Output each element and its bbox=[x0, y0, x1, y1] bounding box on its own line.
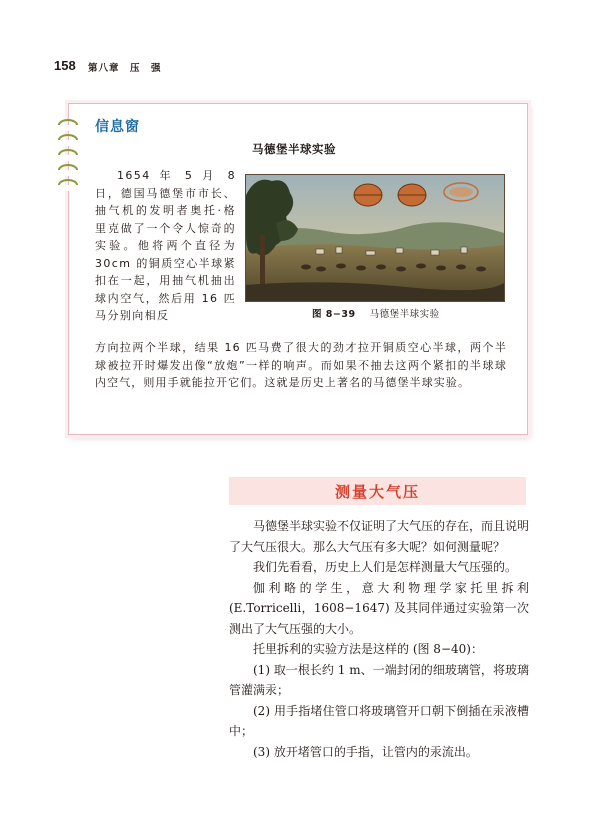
body-paragraph: 我们先看看，历史上人们是怎样测量大气压强的。 bbox=[253, 560, 518, 574]
section-body bbox=[229, 516, 529, 762]
section-title: 测量大气压 bbox=[334, 482, 420, 501]
spiral-binding-icon bbox=[57, 132, 79, 146]
info-window-title: 信息窗 bbox=[95, 119, 140, 135]
body-paragraph: (1) 取一根长约 1 m、一端封闭的细玻璃管，将玻璃管灌满汞； bbox=[229, 662, 529, 697]
figure-label: 图 8−39 bbox=[312, 309, 356, 320]
body-paragraph: 马德堡半球实验不仅证明了大气压的存在，而且说明了大气压很大。那么大气压有多大呢？如何测量呢？ bbox=[229, 519, 530, 554]
figure-caption bbox=[312, 306, 440, 320]
body-paragraph: (3) 放开堵管口的手指，让管内的汞流出。 bbox=[253, 744, 478, 759]
body-paragraph: 伽利略的学生，意大利物理学家托里拆利 (E.Torricelli，1608−1647) 及其同伴通过实验第一次测出了大气压强的大小。 bbox=[229, 580, 529, 636]
body-paragraph: 托里拆利的实验方法是这样的 (图 8−40)： bbox=[253, 642, 483, 656]
spiral-binding-icon bbox=[57, 117, 79, 131]
spiral-binding-icon bbox=[57, 177, 79, 191]
magdeburg-painting-image bbox=[245, 174, 505, 302]
page-number: 158 bbox=[54, 58, 76, 73]
figure-caption-text: 马德堡半球实验 bbox=[369, 309, 440, 320]
chapter-title: 第八章 压 强 bbox=[88, 63, 162, 74]
info-text-left: 1654 年 5 月 8 日，德国马德堡市市长、抽气机的发明者奥托·格里克做了一个令人惊奇的实验。他将两个直径为 30cm 的铜质空心半球紧扣在一起，用抽气机抽出球内空气，然后用 16 匹马分别向相反 bbox=[95, 169, 236, 322]
body-paragraph: (2) 用手指堵住管口将玻璃管开口朝下倒插在汞液槽中； bbox=[229, 703, 529, 738]
spiral-binding-icon bbox=[57, 147, 79, 161]
section-banner bbox=[229, 477, 526, 505]
info-heading: 马德堡半球实验 bbox=[252, 142, 336, 156]
info-text-bottom: 方向拉两个半球，结果 16 匹马费了很大的劲才拉开铜质空心半球，两个半球被拉开时爆发出像“放炮”一样的响声。而如果不抽去这两个紧扣的半球球内空气，则用手就能拉开它们。这就是历史上著名的马德堡半球实验。 bbox=[95, 341, 507, 389]
spiral-binding-icon bbox=[57, 162, 79, 176]
